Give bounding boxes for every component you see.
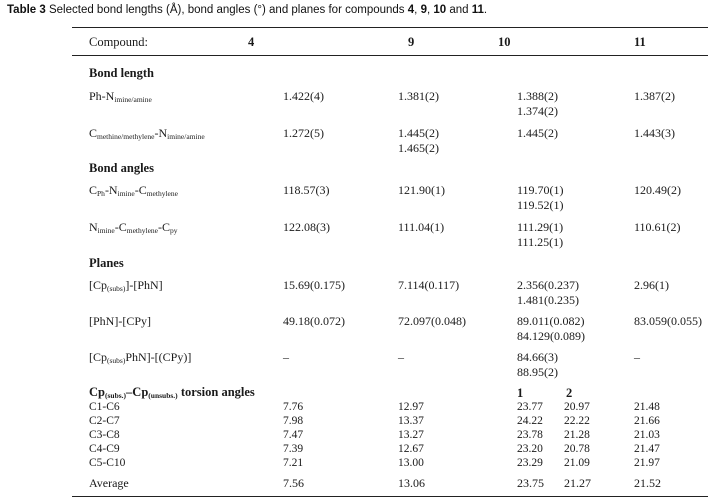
cell-c-n-9a: 1.445(2)	[398, 126, 439, 140]
torsion-row-label: C4-C9	[89, 443, 120, 455]
section-bond-length: Bond length	[89, 66, 154, 80]
cell-n-c-c-4: 122.08(3)	[283, 220, 330, 234]
cell-n-c-c-10b: 111.25(1)	[517, 235, 564, 249]
torsion-cell-10-2: 20.97	[564, 401, 590, 413]
cell-ph-n-10a: 1.388(2)	[517, 89, 558, 103]
average-cell-11: 21.52	[634, 476, 661, 490]
torsion-cell-9: 12.67	[398, 443, 424, 455]
torsion-subcol-1: 1	[517, 386, 524, 400]
average-cell-4: 7.56	[283, 476, 304, 490]
cell-plane-1-11: 2.96(1)	[634, 278, 669, 292]
torsion-cell-10-1: 23.29	[517, 457, 543, 469]
cell-n-c-c-10a: 111.29(1)	[517, 220, 564, 234]
section-planes: Planes	[89, 256, 124, 270]
caption-end: .	[483, 4, 488, 16]
cell-n-c-c-9: 111.04(1)	[398, 220, 445, 234]
caption-label: Table 3	[7, 4, 46, 16]
cell-plane-2-4: 49.18(0.072)	[283, 314, 345, 328]
torsion-cell-4: 7.98	[283, 415, 304, 427]
caption-compound-10: 10	[433, 4, 447, 16]
cell-c-n-c-11: 120.49(2)	[634, 183, 681, 197]
cell-c-n-11: 1.443(3)	[634, 126, 675, 140]
header-col-10: 10	[498, 35, 511, 49]
cell-c-n-4: 1.272(5)	[283, 126, 324, 140]
table-bottom-rule	[72, 496, 708, 497]
torsion-cell-4: 7.39	[283, 443, 304, 455]
cell-c-n-c-9: 121.90(1)	[398, 183, 445, 197]
section-torsion-angles: $Cp_{(subs.)}-Cp_{(unsubs.)}$ torsion angles	[89, 385, 255, 400]
cell-ph-n-4: 1.422(4)	[283, 89, 324, 103]
cell-plane-1-4: 15.69(0.175)	[283, 278, 345, 292]
torsion-cell-4: 7.76	[283, 401, 304, 413]
torsion-cell-9: 13.00	[398, 457, 424, 469]
row-label-ph-n: $Ph-N_{imine/amine}$	[89, 89, 152, 104]
caption-sep: ,	[426, 4, 434, 16]
row-label-n-c-c: $N_{imine}-C_{methylene}-C_{py}$	[89, 220, 178, 235]
table-caption	[7, 4, 487, 16]
row-label-plane-1: $[Cp_{(subs)}]-[PhN]$	[89, 278, 163, 293]
torsion-cell-4: 7.21	[283, 457, 304, 469]
cell-c-n-c-4: 118.57(3)	[283, 183, 330, 197]
torsion-cell-11: 21.03	[634, 429, 660, 441]
cell-plane-2-11: 83.059(0.055)	[634, 314, 702, 328]
torsion-cell-10-2: 20.78	[564, 443, 590, 455]
caption-sep: and	[446, 4, 472, 16]
cell-ph-n-9: 1.381(2)	[398, 89, 439, 103]
cell-plane-1-9: 7.114(0.117)	[398, 278, 460, 292]
torsion-cell-9: 13.37	[398, 415, 424, 427]
header-col-9: 9	[408, 35, 415, 49]
torsion-cell-11: 21.47	[634, 443, 660, 455]
cell-plane-2-9: 72.097(0.048)	[398, 314, 466, 328]
torsion-row-label: C3-C8	[89, 429, 120, 441]
torsion-cell-10-2: 21.09	[564, 457, 590, 469]
cell-c-n-10: 1.445(2)	[517, 126, 558, 140]
torsion-cell-10-1: 23.77	[517, 401, 543, 413]
cell-plane-3-10b: 88.95(2)	[517, 365, 558, 379]
cell-plane-2-10b: 84.129(0.089)	[517, 329, 585, 343]
cell-plane-2-10a: 89.011(0.082)	[517, 314, 585, 328]
row-label-c-n-c: $C_{Ph}-N_{imine}-C_{methylene}$	[89, 183, 178, 198]
average-cell-10-2: 21.27	[564, 476, 591, 490]
cell-plane-3-4: –	[283, 350, 289, 364]
cell-c-n-c-10b: 119.52(1)	[517, 198, 564, 212]
caption-compound-9: 9	[420, 4, 427, 16]
torsion-cell-9: 13.27	[398, 429, 424, 441]
section-bond-angles: Bond angles	[89, 161, 154, 175]
torsion-row-label: C2-C7	[89, 415, 120, 427]
cell-plane-1-10a: 2.356(0.237)	[517, 278, 579, 292]
torsion-cell-10-2: 22.22	[564, 415, 590, 427]
torsion-cell-4: 7.47	[283, 429, 304, 441]
torsion-cell-9: 12.97	[398, 401, 424, 413]
torsion-cell-11: 21.66	[634, 415, 660, 427]
caption-text: Selected bond lengths (Å), bond angles (°) and planes for compounds	[48, 4, 405, 16]
cell-c-n-9b: 1.465(2)	[398, 141, 439, 155]
torsion-cell-11: 21.48	[634, 401, 660, 413]
torsion-cell-10-1: 23.78	[517, 429, 543, 441]
cell-ph-n-11: 1.387(2)	[634, 89, 675, 103]
torsion-cell-10-1: 23.20	[517, 443, 543, 455]
cell-c-n-c-10a: 119.70(1)	[517, 183, 564, 197]
torsion-cell-11: 21.97	[634, 457, 660, 469]
header-col-11: 11	[634, 35, 646, 49]
header-rule	[72, 55, 708, 56]
average-cell-9: 13.06	[398, 476, 425, 490]
torsion-cell-10-1: 24.22	[517, 415, 543, 427]
cell-plane-1-10b: 1.481(0.235)	[517, 293, 579, 307]
average-cell-10-1: 23.75	[517, 476, 544, 490]
torsion-cell-10-2: 21.28	[564, 429, 590, 441]
table-top-rule	[72, 27, 708, 28]
caption-sep: ,	[414, 4, 421, 16]
torsion-row-label: C1-C6	[89, 401, 120, 413]
average-label: Average	[89, 476, 129, 490]
cell-plane-3-10a: 84.66(3)	[517, 350, 558, 364]
row-label-plane-3: $[Cp_{(subs)}PhN]-[(CPy)]$	[89, 350, 192, 365]
cell-n-c-c-11: 110.61(2)	[634, 220, 681, 234]
caption-compound-4: 4	[407, 4, 415, 16]
torsion-row-label: C5-C10	[89, 457, 126, 469]
cell-ph-n-10b: 1.374(2)	[517, 104, 558, 118]
torsion-subcol-2: 2	[566, 386, 573, 400]
header-col-4: 4	[248, 35, 255, 49]
row-label-c-n: $C_{methine/methylene}-N_{imine/amine}$	[89, 126, 205, 141]
caption-compound-11: 11	[471, 4, 484, 16]
cell-plane-3-11: –	[634, 350, 640, 364]
row-label-plane-2: [PhN]-[CPy]	[89, 314, 151, 328]
cell-plane-3-9: –	[398, 350, 404, 364]
header-compound: Compound:	[89, 35, 149, 49]
